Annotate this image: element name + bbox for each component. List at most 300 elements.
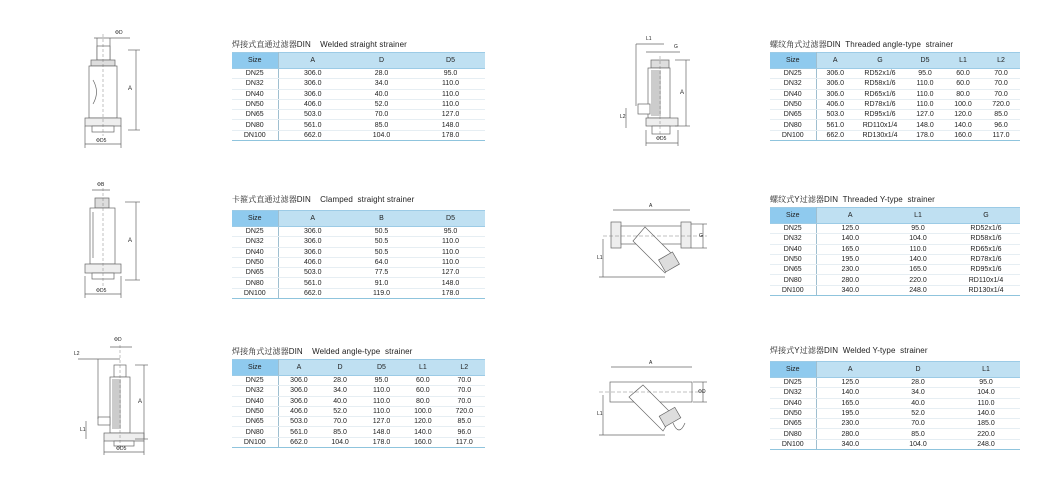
column-header: A — [816, 53, 854, 69]
table-welded-angle — [232, 347, 485, 448]
cell: 95.0 — [361, 376, 402, 386]
cell: 104.0 — [884, 234, 952, 244]
cell: DN40 — [770, 89, 816, 99]
column-header: D5 — [416, 53, 485, 69]
cell: 60.0 — [402, 376, 443, 386]
cell: 185.0 — [952, 419, 1020, 429]
cell: 178.0 — [906, 130, 944, 140]
cell: RD95x1/6 — [952, 265, 1020, 275]
cell: DN65 — [770, 419, 816, 429]
cell: 140.0 — [816, 388, 884, 398]
cell: 40.0 — [347, 89, 416, 99]
table-row — [232, 237, 485, 247]
column-header: A — [278, 211, 347, 227]
dim-label-l2: L2 — [74, 351, 80, 357]
cell: 165.0 — [884, 265, 952, 275]
cell: 117.0 — [982, 130, 1020, 140]
cell: 80.0 — [402, 396, 443, 406]
cell: 110.0 — [906, 99, 944, 109]
cell: RD58x1/6 — [952, 234, 1020, 244]
cell: 178.0 — [416, 130, 485, 140]
cell: 70.0 — [982, 69, 1020, 79]
table-row — [232, 376, 485, 386]
cell: 50.5 — [347, 227, 416, 237]
drawing-welded-y — [595, 345, 715, 440]
cell: DN50 — [770, 99, 816, 109]
cell: 117.0 — [444, 437, 485, 447]
cell: 110.0 — [361, 396, 402, 406]
cell: 127.0 — [416, 110, 485, 120]
column-header: A — [278, 53, 347, 69]
table-title: 焊接角式过滤器DIN Welded angle-type strainer — [232, 347, 413, 356]
cell: 280.0 — [816, 429, 884, 439]
table-title: 焊接式Y过滤器DIN Welded Y-type strainer — [770, 346, 928, 355]
cell: 52.0 — [347, 99, 416, 109]
cell: 70.0 — [982, 79, 1020, 89]
column-header: L1 — [884, 208, 952, 224]
cell: DN80 — [770, 429, 816, 439]
cell: 70.0 — [319, 417, 360, 427]
column-header: L1 — [402, 360, 443, 376]
cell: DN50 — [232, 257, 278, 267]
cell: 306.0 — [278, 386, 319, 396]
cell: DN65 — [770, 110, 816, 120]
cell: 306.0 — [816, 69, 854, 79]
dim-label-side: A — [680, 90, 685, 96]
drawing-clamped-straight — [70, 180, 160, 305]
cell: 195.0 — [816, 408, 884, 418]
cell: 406.0 — [278, 257, 347, 267]
column-header: Size — [232, 360, 278, 376]
cell: 220.0 — [952, 429, 1020, 439]
drawing-threaded-angle — [610, 30, 710, 155]
cell: 178.0 — [416, 288, 485, 298]
cell: 140.0 — [884, 254, 952, 264]
cell: DN80 — [232, 120, 278, 130]
table-row — [232, 110, 485, 120]
cell: DN32 — [770, 79, 816, 89]
cell: DN50 — [770, 408, 816, 418]
table-row — [770, 234, 1020, 244]
cell: 230.0 — [816, 265, 884, 275]
cell: 52.0 — [884, 408, 952, 418]
cell: 178.0 — [361, 437, 402, 447]
cell: RD95x1/6 — [854, 110, 906, 120]
cell: DN25 — [232, 227, 278, 237]
table-row — [232, 417, 485, 427]
cell: 64.0 — [347, 257, 416, 267]
table-row — [770, 254, 1020, 264]
cell: 248.0 — [884, 285, 952, 295]
cell: 220.0 — [884, 275, 952, 285]
column-header: L2 — [982, 53, 1020, 69]
cell: DN32 — [232, 386, 278, 396]
cell: 127.0 — [361, 417, 402, 427]
dim-label-bottom: ΦD5 — [96, 138, 107, 144]
cell: DN50 — [770, 254, 816, 264]
table-threaded-y — [770, 195, 1020, 296]
dim-label-side: A — [138, 399, 143, 405]
cell: 280.0 — [816, 275, 884, 285]
cell: 148.0 — [361, 427, 402, 437]
cell: 561.0 — [816, 120, 854, 130]
table-row — [232, 130, 485, 140]
table-title: 卡箍式直通过滤器DIN Clamped straight strainer — [232, 195, 415, 204]
cell: DN40 — [232, 89, 278, 99]
dim-label-g: G — [674, 44, 678, 50]
cell: DN32 — [770, 388, 816, 398]
cell: 85.0 — [347, 120, 416, 130]
table-row — [232, 257, 485, 267]
cell: 34.0 — [319, 386, 360, 396]
dim-label-a: A — [649, 360, 653, 366]
column-header: G — [952, 208, 1020, 224]
table-welded-y — [770, 346, 1020, 450]
cell: 662.0 — [278, 437, 319, 447]
column-header: Size — [770, 362, 816, 378]
cell: 406.0 — [278, 406, 319, 416]
cell: DN40 — [232, 396, 278, 406]
cell: 662.0 — [278, 288, 347, 298]
cell: 140.0 — [402, 427, 443, 437]
dim-label-a: A — [649, 203, 653, 209]
cell: 80.0 — [944, 89, 982, 99]
cell: DN32 — [232, 79, 278, 89]
cell: 306.0 — [816, 89, 854, 99]
cell: DN65 — [232, 417, 278, 427]
column-header: B — [347, 211, 416, 227]
cell: 85.0 — [319, 427, 360, 437]
cell: 95.0 — [416, 69, 485, 79]
cell: 720.0 — [444, 406, 485, 416]
cell: RD110x1/4 — [952, 275, 1020, 285]
cell: DN100 — [770, 439, 816, 449]
cell: 70.0 — [444, 376, 485, 386]
table-welded-straight — [232, 40, 485, 141]
cell: 503.0 — [816, 110, 854, 120]
dim-label-l2: L2 — [620, 114, 626, 120]
table-row — [770, 99, 1020, 109]
cell: 125.0 — [816, 224, 884, 234]
cell: RD58x1/6 — [854, 79, 906, 89]
table-row — [232, 396, 485, 406]
cell: RD78x1/6 — [952, 254, 1020, 264]
cell: 100.0 — [402, 406, 443, 416]
table-row — [232, 99, 485, 109]
cell: 248.0 — [952, 439, 1020, 449]
cell: DN32 — [232, 237, 278, 247]
dim-label-bottom: ΦD5 — [656, 136, 667, 142]
dim-label-side: A — [128, 238, 133, 244]
table-row — [232, 227, 485, 237]
cell: 104.0 — [347, 130, 416, 140]
cell: 40.0 — [884, 398, 952, 408]
cell: 306.0 — [278, 227, 347, 237]
cell: 110.0 — [361, 406, 402, 416]
table-row — [770, 110, 1020, 120]
cell: 110.0 — [952, 398, 1020, 408]
cell: 561.0 — [278, 278, 347, 288]
cell: 28.0 — [884, 378, 952, 388]
cell: 100.0 — [944, 99, 982, 109]
cell: DN100 — [232, 437, 278, 447]
cell: DN25 — [770, 69, 816, 79]
column-header: Size — [770, 53, 816, 69]
cell: 110.0 — [416, 79, 485, 89]
cell: 160.0 — [402, 437, 443, 447]
column-header: D5 — [416, 211, 485, 227]
column-header: Size — [232, 211, 278, 227]
cell: 148.0 — [416, 120, 485, 130]
column-header: D5 — [906, 53, 944, 69]
cell: 110.0 — [906, 89, 944, 99]
cell: 34.0 — [347, 79, 416, 89]
table-row — [232, 437, 485, 447]
cell: 96.0 — [444, 427, 485, 437]
dim-label-g: G — [699, 233, 703, 239]
cell: 230.0 — [816, 419, 884, 429]
table-row — [232, 278, 485, 288]
cell: 127.0 — [416, 268, 485, 278]
cell: DN25 — [770, 224, 816, 234]
cell: 28.0 — [347, 69, 416, 79]
cell: DN100 — [232, 130, 278, 140]
table-row — [770, 244, 1020, 254]
cell: DN25 — [232, 69, 278, 79]
table-row — [770, 398, 1020, 408]
table-row — [770, 419, 1020, 429]
cell: 85.0 — [444, 417, 485, 427]
cell: 77.5 — [347, 268, 416, 278]
cell: 503.0 — [278, 268, 347, 278]
cell: 306.0 — [278, 89, 347, 99]
cell: DN100 — [232, 288, 278, 298]
table-row — [770, 130, 1020, 140]
cell: DN65 — [232, 268, 278, 278]
cell: 406.0 — [816, 99, 854, 109]
table-row — [770, 69, 1020, 79]
table-threaded-angle — [770, 40, 1020, 141]
cell: 104.0 — [319, 437, 360, 447]
column-header: G — [854, 53, 906, 69]
table-row — [232, 69, 485, 79]
cell: DN40 — [232, 247, 278, 257]
drawing-threaded-y — [595, 195, 715, 285]
cell: 95.0 — [952, 378, 1020, 388]
column-header: D — [884, 362, 952, 378]
cell: 195.0 — [816, 254, 884, 264]
drawing-welded-straight — [70, 30, 160, 155]
cell: 110.0 — [884, 244, 952, 254]
cell: 110.0 — [416, 89, 485, 99]
cell: 28.0 — [319, 376, 360, 386]
table-row — [770, 439, 1020, 449]
cell: 306.0 — [278, 247, 347, 257]
cell: 165.0 — [816, 244, 884, 254]
dim-label-bottom: ΦD5 — [96, 288, 107, 294]
cell: 140.0 — [816, 234, 884, 244]
cell: 50.5 — [347, 247, 416, 257]
cell: DN40 — [770, 244, 816, 254]
cell: 140.0 — [944, 120, 982, 130]
table-row — [232, 288, 485, 298]
cell: 60.0 — [402, 386, 443, 396]
cell: 95.0 — [884, 224, 952, 234]
cell: 70.0 — [982, 89, 1020, 99]
cell: DN50 — [232, 406, 278, 416]
table-clamped-straight — [232, 195, 485, 299]
table-title: 螺纹角式过滤器DIN Threaded angle-type strainer — [770, 40, 954, 49]
cell: 85.0 — [982, 110, 1020, 120]
cell: RD110x1/4 — [854, 120, 906, 130]
cell: 96.0 — [982, 120, 1020, 130]
cell: 148.0 — [906, 120, 944, 130]
cell: 104.0 — [952, 388, 1020, 398]
cell: 306.0 — [278, 79, 347, 89]
column-header: L1 — [952, 362, 1020, 378]
cell: DN100 — [770, 130, 816, 140]
table-row — [770, 89, 1020, 99]
column-header: A — [816, 362, 884, 378]
cell: 306.0 — [278, 237, 347, 247]
cell: 140.0 — [952, 408, 1020, 418]
table-title: 焊接式直通过滤器DIN Welded straight strainer — [232, 40, 407, 49]
cell: RD65x1/6 — [854, 89, 906, 99]
dim-label-top: ΦB — [97, 182, 105, 188]
cell: 340.0 — [816, 285, 884, 295]
cell: 120.0 — [402, 417, 443, 427]
column-header: D5 — [361, 360, 402, 376]
cell: 110.0 — [416, 237, 485, 247]
cell: 70.0 — [347, 110, 416, 120]
column-header: A — [278, 360, 319, 376]
column-header: A — [816, 208, 884, 224]
cell: 306.0 — [278, 69, 347, 79]
drawing-welded-angle — [70, 335, 170, 460]
cell: 125.0 — [816, 378, 884, 388]
table-row — [770, 265, 1020, 275]
cell: RD52x1/6 — [854, 69, 906, 79]
dim-label-l1: L1 — [80, 427, 86, 433]
cell: DN25 — [232, 376, 278, 386]
column-header: L1 — [944, 53, 982, 69]
cell: 306.0 — [816, 79, 854, 89]
dim-label-d: ΦD — [698, 389, 706, 395]
cell: 561.0 — [278, 427, 319, 437]
table-row — [770, 429, 1020, 439]
cell: 127.0 — [906, 110, 944, 120]
cell: 503.0 — [278, 110, 347, 120]
cell: 120.0 — [944, 110, 982, 120]
column-header: D — [319, 360, 360, 376]
cell: DN65 — [232, 110, 278, 120]
table-row — [770, 79, 1020, 89]
table-title: 螺纹式Y过滤器DIN Threaded Y-type strainer — [770, 195, 935, 204]
cell: 340.0 — [816, 439, 884, 449]
cell: DN40 — [770, 398, 816, 408]
cell: DN80 — [232, 427, 278, 437]
table-row — [232, 79, 485, 89]
dim-label-top: ΦD — [114, 337, 122, 343]
cell: 561.0 — [278, 120, 347, 130]
cell: 662.0 — [816, 130, 854, 140]
dim-label-bottom: ΦD5 — [116, 446, 127, 452]
table-row — [770, 388, 1020, 398]
cell: 85.0 — [884, 429, 952, 439]
cell: RD130x1/4 — [952, 285, 1020, 295]
cell: RD130x1/4 — [854, 130, 906, 140]
cell: 40.0 — [319, 396, 360, 406]
column-header: D — [347, 53, 416, 69]
column-header: Size — [232, 53, 278, 69]
cell: 160.0 — [944, 130, 982, 140]
dim-label-top: ΦD — [115, 30, 123, 36]
table-row — [232, 268, 485, 278]
cell: DN32 — [770, 234, 816, 244]
cell: 306.0 — [278, 376, 319, 386]
cell: 70.0 — [884, 419, 952, 429]
cell: DN80 — [770, 275, 816, 285]
cell: 52.0 — [319, 406, 360, 416]
cell: 165.0 — [816, 398, 884, 408]
table-row — [770, 224, 1020, 234]
cell: 60.0 — [944, 69, 982, 79]
cell: 119.0 — [347, 288, 416, 298]
cell: DN50 — [232, 99, 278, 109]
cell: RD52x1/6 — [952, 224, 1020, 234]
cell: RD65x1/6 — [952, 244, 1020, 254]
table-row — [770, 275, 1020, 285]
table-row — [770, 408, 1020, 418]
table-row — [232, 120, 485, 130]
cell: 503.0 — [278, 417, 319, 427]
cell: 95.0 — [906, 69, 944, 79]
cell: 34.0 — [884, 388, 952, 398]
table-row — [770, 285, 1020, 295]
cell: 60.0 — [944, 79, 982, 89]
cell: 720.0 — [982, 99, 1020, 109]
cell: 148.0 — [416, 278, 485, 288]
cell: DN25 — [770, 378, 816, 388]
column-header: Size — [770, 208, 816, 224]
cell: 110.0 — [361, 386, 402, 396]
cell: DN100 — [770, 285, 816, 295]
cell: 91.0 — [347, 278, 416, 288]
table-row — [232, 247, 485, 257]
cell: 662.0 — [278, 130, 347, 140]
cell: 110.0 — [416, 247, 485, 257]
table-row — [770, 378, 1020, 388]
table-row — [232, 406, 485, 416]
cell: 110.0 — [416, 99, 485, 109]
cell: 95.0 — [416, 227, 485, 237]
cell: 70.0 — [444, 386, 485, 396]
dim-label-l1: L1 — [646, 36, 652, 42]
cell: RD78x1/6 — [854, 99, 906, 109]
cell: 110.0 — [906, 79, 944, 89]
cell: 306.0 — [278, 396, 319, 406]
cell: 70.0 — [444, 396, 485, 406]
dim-label-l1: L1 — [597, 411, 603, 417]
dim-label-side: A — [128, 86, 133, 92]
column-header: L2 — [444, 360, 485, 376]
dim-label-l1: L1 — [597, 255, 603, 261]
table-row — [232, 89, 485, 99]
table-row — [232, 386, 485, 396]
cell: DN80 — [232, 278, 278, 288]
cell: 104.0 — [884, 439, 952, 449]
cell: 406.0 — [278, 99, 347, 109]
